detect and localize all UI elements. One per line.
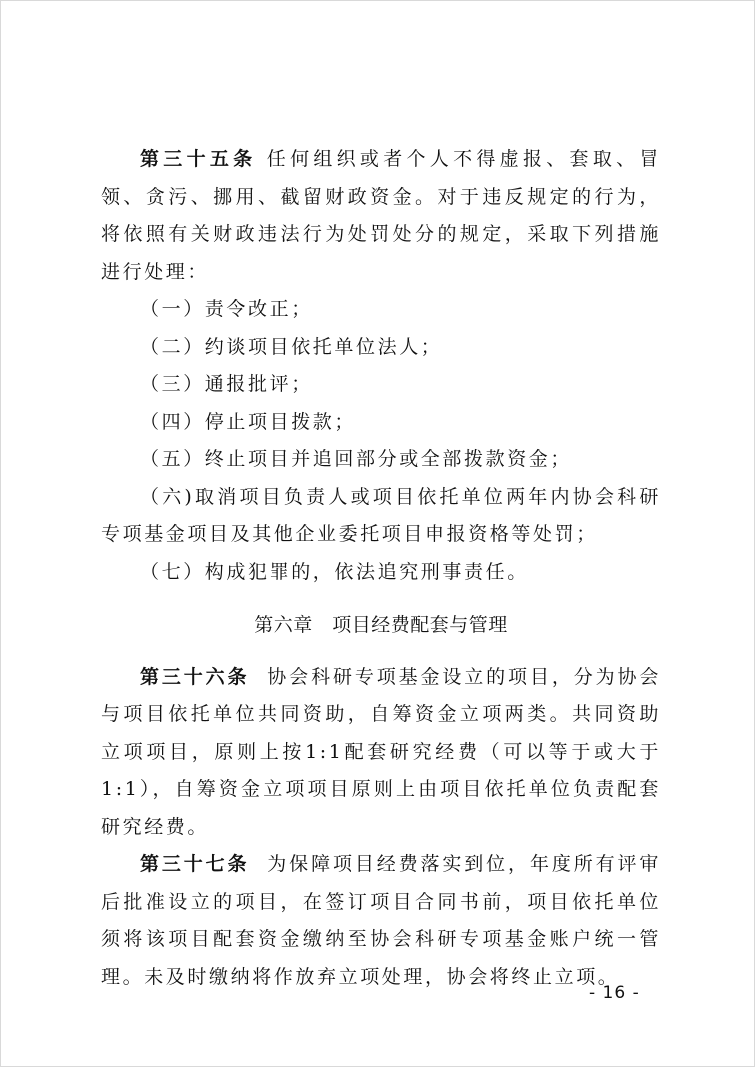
- measure-2: （二）约谈项目依托单位法人；: [140, 335, 443, 358]
- measure-5: （五）终止项目并追回部分或全部拨款资金；: [140, 448, 573, 470]
- document-body: [101, 141, 661, 996]
- article-35: [101, 141, 661, 291]
- measure-6: （六)取消项目负责人或项目依托单位两年内协会科研专项基金项目及其他企业委托项目申报资格等处罚；: [101, 485, 661, 545]
- article-37-label: 第三十七条: [140, 853, 250, 875]
- article-37: [101, 846, 661, 996]
- article-35-text: 任何组织或者个人不得虚报、套取、冒领、贪污、挪用、截留财政资金。对于违反规定的行为，将依照有关财政违法行为处罚处分的规定，采取下列措施进行处理：: [101, 148, 661, 283]
- measure-4: （四）停止项目拨款；: [140, 410, 357, 433]
- article-35-label: 第三十五条: [140, 148, 257, 170]
- article-36: [101, 659, 661, 847]
- page-number: - 16 -: [589, 983, 640, 1003]
- measure-1: （一）责令改正；: [140, 298, 313, 320]
- article-36-text: 协会科研专项基金设立的项目，分为协会与项目依托单位共同资助，自筹资金立项两类。共同资助立项项目，原则上按1:1配套研究经费（可以等于或大于1:1），自筹资金立项项目原则上由项目依托单位负责配套研究经费。: [101, 665, 661, 838]
- chapter-6-heading: 第六章 项目经费配套与管理: [254, 614, 508, 636]
- article-36-label: 第三十六条: [140, 665, 250, 688]
- measure-7: （七）构成犯罪的，依法追究刑事责任。: [140, 560, 529, 583]
- measure-3: （三）通报批评；: [140, 373, 313, 395]
- article-37-text: 为保障项目经费落实到位，年度所有评审后批准设立的项目，在签订项目合同书前，项目依托单位须将该项目配套资金缴纳至协会科研专项基金账户统一管理。未及时缴纳将作放弃立项处理，协会将终止立项。: [101, 853, 661, 988]
